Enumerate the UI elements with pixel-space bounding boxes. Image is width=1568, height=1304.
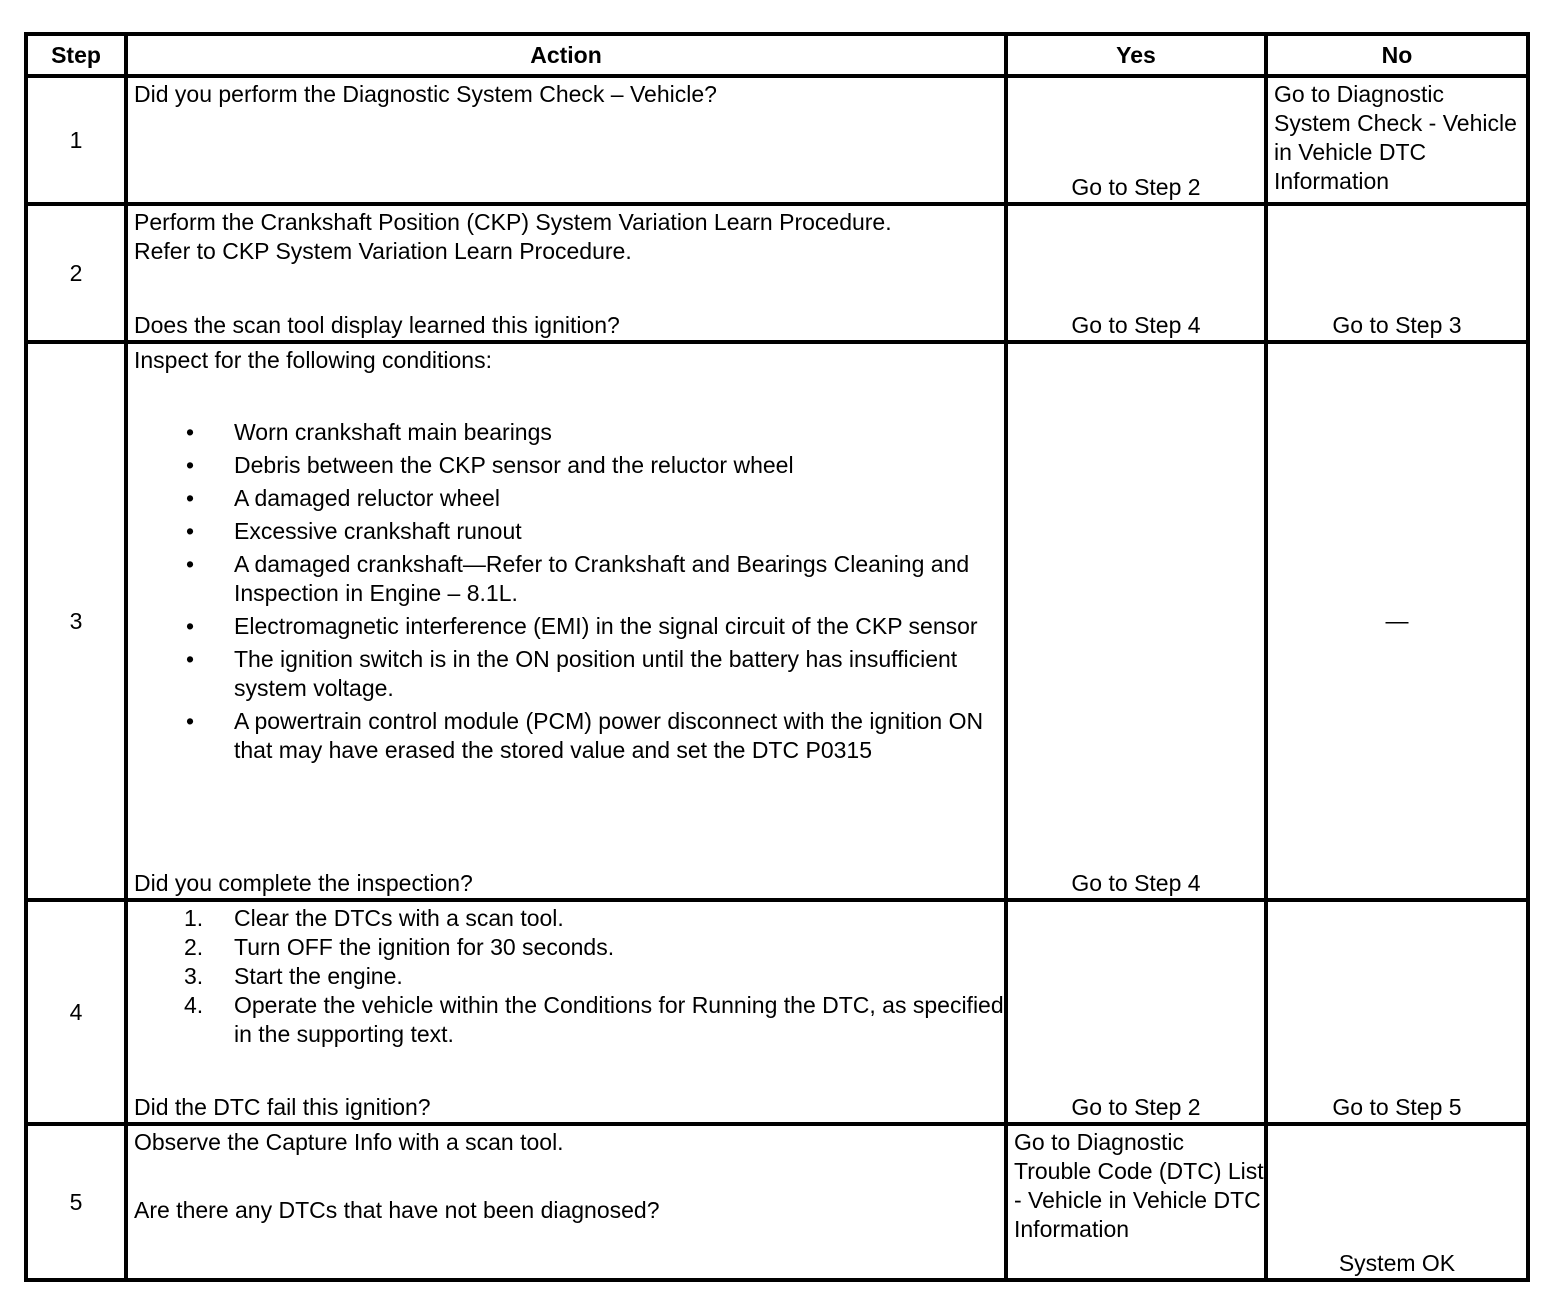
no-cell <box>1266 204 1528 342</box>
action-question: Does the scan tool display learned this ignition? <box>134 312 620 338</box>
no-value: System OK <box>1338 1250 1456 1276</box>
table-row <box>26 1124 1528 1280</box>
step-number: 3 <box>26 342 126 900</box>
step-number: 2 <box>26 204 126 342</box>
diagnostic-table <box>24 32 1530 1282</box>
procedure-list <box>134 904 1004 1049</box>
action-question: Did you complete the inspection? <box>134 870 473 896</box>
list-item: • A damaged crankshaft—Refer to Crankshaft and Bearings Cleaning and Inspection in Engine – 8.1L. <box>186 551 970 606</box>
list-item: • A powertrain control module (PCM) power disconnect with the ignition ON that may have erased the stored value and set the DTC P0315 <box>186 708 984 763</box>
bullet-icon: • <box>186 646 195 672</box>
bullet-icon: • <box>186 419 195 445</box>
header-action: Action <box>126 34 1006 76</box>
action-cell <box>126 900 1006 1124</box>
action-cell <box>126 1124 1006 1280</box>
list-item: • Electromagnetic interference (EMI) in the signal circuit of the CKP sensor <box>186 613 978 639</box>
header-yes: Yes <box>1006 34 1266 76</box>
no-cell <box>1266 1124 1528 1280</box>
yes-link[interactable]: Go to Diagnostic Trouble Code (DTC) List - Vehicle in Vehicle DTC Information <box>1014 1129 1264 1242</box>
list-item: • A damaged reluctor wheel <box>186 485 500 511</box>
no-link[interactable]: Go to Step 5 <box>1332 1094 1462 1120</box>
yes-link[interactable]: Go to Step 2 <box>1071 1094 1201 1120</box>
bullet-icon: • <box>186 518 195 544</box>
list-item: 1. Clear the DTCs with a scan tool. <box>184 905 564 931</box>
yes-cell <box>1006 76 1266 204</box>
list-item: • Excessive crankshaft runout <box>186 518 522 544</box>
list-item: • Worn crankshaft main bearings <box>186 419 552 445</box>
action-text: Did you perform the Diagnostic System Check – Vehicle? <box>134 81 717 107</box>
header-no: No <box>1266 34 1528 76</box>
list-item: 4. Operate the vehicle within the Conditions for Running the DTC, as specified in the supporting text. <box>184 992 1004 1047</box>
action-text: Perform the Crankshaft Position (CKP) System Variation Learn Procedure. <box>134 209 892 235</box>
list-item: 2. Turn OFF the ignition for 30 seconds. <box>184 934 615 960</box>
table-row <box>26 900 1528 1124</box>
yes-link[interactable]: Go to Step 4 <box>1071 312 1201 338</box>
action-question: Are there any DTCs that have not been diagnosed? <box>134 1197 660 1223</box>
no-cell <box>1266 76 1528 204</box>
no-cell <box>1266 342 1528 900</box>
no-link[interactable]: Go to Diagnostic System Check - Vehicle in Vehicle DTC Information <box>1274 81 1517 194</box>
header-step: Step <box>26 34 126 76</box>
yes-cell <box>1006 204 1266 342</box>
bullet-icon: • <box>186 613 195 639</box>
action-intro: Inspect for the following conditions: <box>134 347 492 373</box>
list-item: • The ignition switch is in the ON position until the battery has insufficient system voltage. <box>186 646 958 701</box>
yes-link[interactable]: Go to Step 2 <box>1071 174 1201 200</box>
yes-link[interactable]: Go to Step 4 <box>1071 870 1201 896</box>
action-cell <box>126 204 1006 342</box>
action-cell <box>126 76 1006 204</box>
bullet-icon: • <box>186 551 195 577</box>
table-row <box>26 342 1528 900</box>
bullet-icon: • <box>186 708 195 734</box>
bullet-icon: • <box>186 452 195 478</box>
list-item: • Debris between the CKP sensor and the reluctor wheel <box>186 452 794 478</box>
yes-cell <box>1006 342 1266 900</box>
no-link[interactable]: Go to Step 3 <box>1332 312 1462 338</box>
action-text: Observe the Capture Info with a scan tool. <box>134 1129 564 1155</box>
yes-cell <box>1006 1124 1266 1280</box>
header-row <box>26 34 1528 76</box>
table-row <box>26 204 1528 342</box>
step-number: 5 <box>26 1124 126 1280</box>
action-text: Refer to CKP System Variation Learn Procedure. <box>134 238 632 264</box>
action-cell <box>126 342 1006 900</box>
bullet-icon: • <box>186 485 195 511</box>
yes-cell <box>1006 900 1266 1124</box>
step-number: 4 <box>26 900 126 1124</box>
action-question: Did the DTC fail this ignition? <box>134 1094 431 1120</box>
list-item: 3. Start the engine. <box>184 963 403 989</box>
table-row <box>26 76 1528 204</box>
step-number: 1 <box>26 76 126 204</box>
no-cell <box>1266 900 1528 1124</box>
condition-list <box>134 418 1004 765</box>
no-value: — <box>1385 607 1409 634</box>
